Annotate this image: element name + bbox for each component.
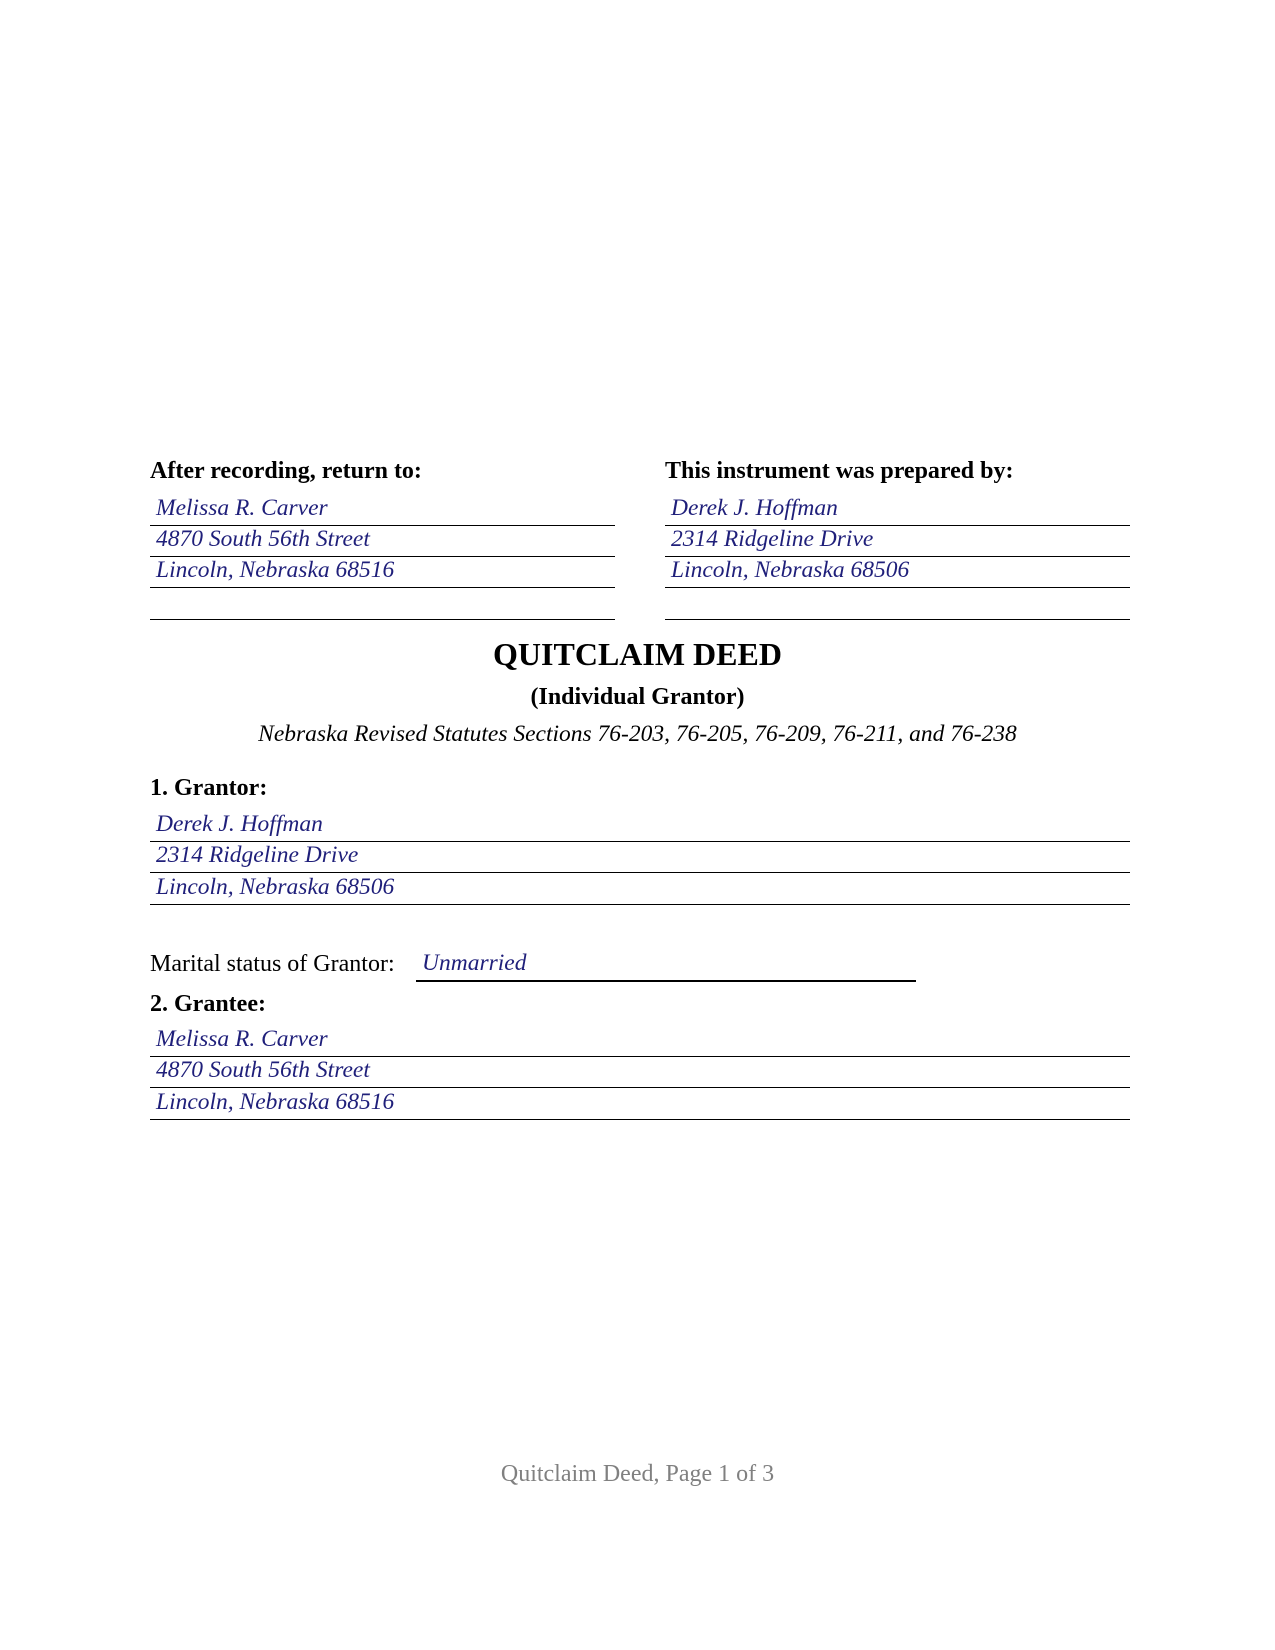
- page-footer: Quitclaim Deed, Page 1 of 3: [500, 1461, 775, 1487]
- grantor-city-field[interactable]: [150, 874, 1130, 905]
- grantor-street: 2314 Ridgeline Drive: [156, 842, 359, 868]
- grantee-name-field[interactable]: [150, 1026, 1130, 1057]
- statutes-reference: Nebraska Revised Statutes Sections 76-203, 76-205, 76-209, 76-211, and 76-238: [258, 721, 1017, 747]
- return-to-heading: After recording, return to:: [150, 458, 422, 484]
- return-to-name-field[interactable]: [150, 495, 615, 526]
- return-to-name: Melissa R. Carver: [156, 495, 328, 521]
- grantor-name-field[interactable]: [150, 811, 1130, 842]
- return-to-street-field[interactable]: [150, 526, 615, 557]
- return-to-city: Lincoln, Nebraska 68516: [156, 557, 395, 583]
- marital-status-value: Unmarried: [422, 950, 527, 976]
- document-title: QUITCLAIM DEED: [493, 636, 782, 672]
- grantee-street: 4870 South 56th Street: [156, 1057, 370, 1083]
- prepared-by-name: Derek J. Hoffman: [671, 495, 838, 521]
- return-to-city-field[interactable]: [150, 557, 615, 588]
- prepared-by-city: Lincoln, Nebraska 68506: [671, 557, 910, 583]
- prepared-by-heading: This instrument was prepared by:: [665, 458, 1014, 484]
- prepared-by-name-field[interactable]: [665, 495, 1130, 526]
- grantee-street-field[interactable]: [150, 1057, 1130, 1088]
- return-to-street: 4870 South 56th Street: [156, 526, 370, 552]
- marital-status-label: Marital status of Grantor:: [150, 951, 395, 977]
- document-subtitle: (Individual Grantor): [530, 684, 745, 710]
- grantor-street-field[interactable]: [150, 842, 1130, 873]
- grantor-city: Lincoln, Nebraska 68506: [156, 874, 395, 900]
- grantee-city-field[interactable]: [150, 1089, 1130, 1120]
- prepared-by-street: 2314 Ridgeline Drive: [671, 526, 874, 552]
- prepared-by-street-field[interactable]: [665, 526, 1130, 557]
- grantee-city: Lincoln, Nebraska 68516: [156, 1089, 395, 1115]
- grantee-name: Melissa R. Carver: [156, 1026, 328, 1052]
- marital-status-field[interactable]: [416, 948, 916, 982]
- prepared-by-city-field[interactable]: [665, 557, 1130, 588]
- grantor-name: Derek J. Hoffman: [156, 811, 323, 837]
- return-to-extra-field[interactable]: [150, 589, 615, 620]
- grantor-heading: 1. Grantor:: [150, 775, 268, 801]
- prepared-by-extra-field[interactable]: [665, 589, 1130, 620]
- grantee-heading: 2. Grantee:: [150, 991, 266, 1017]
